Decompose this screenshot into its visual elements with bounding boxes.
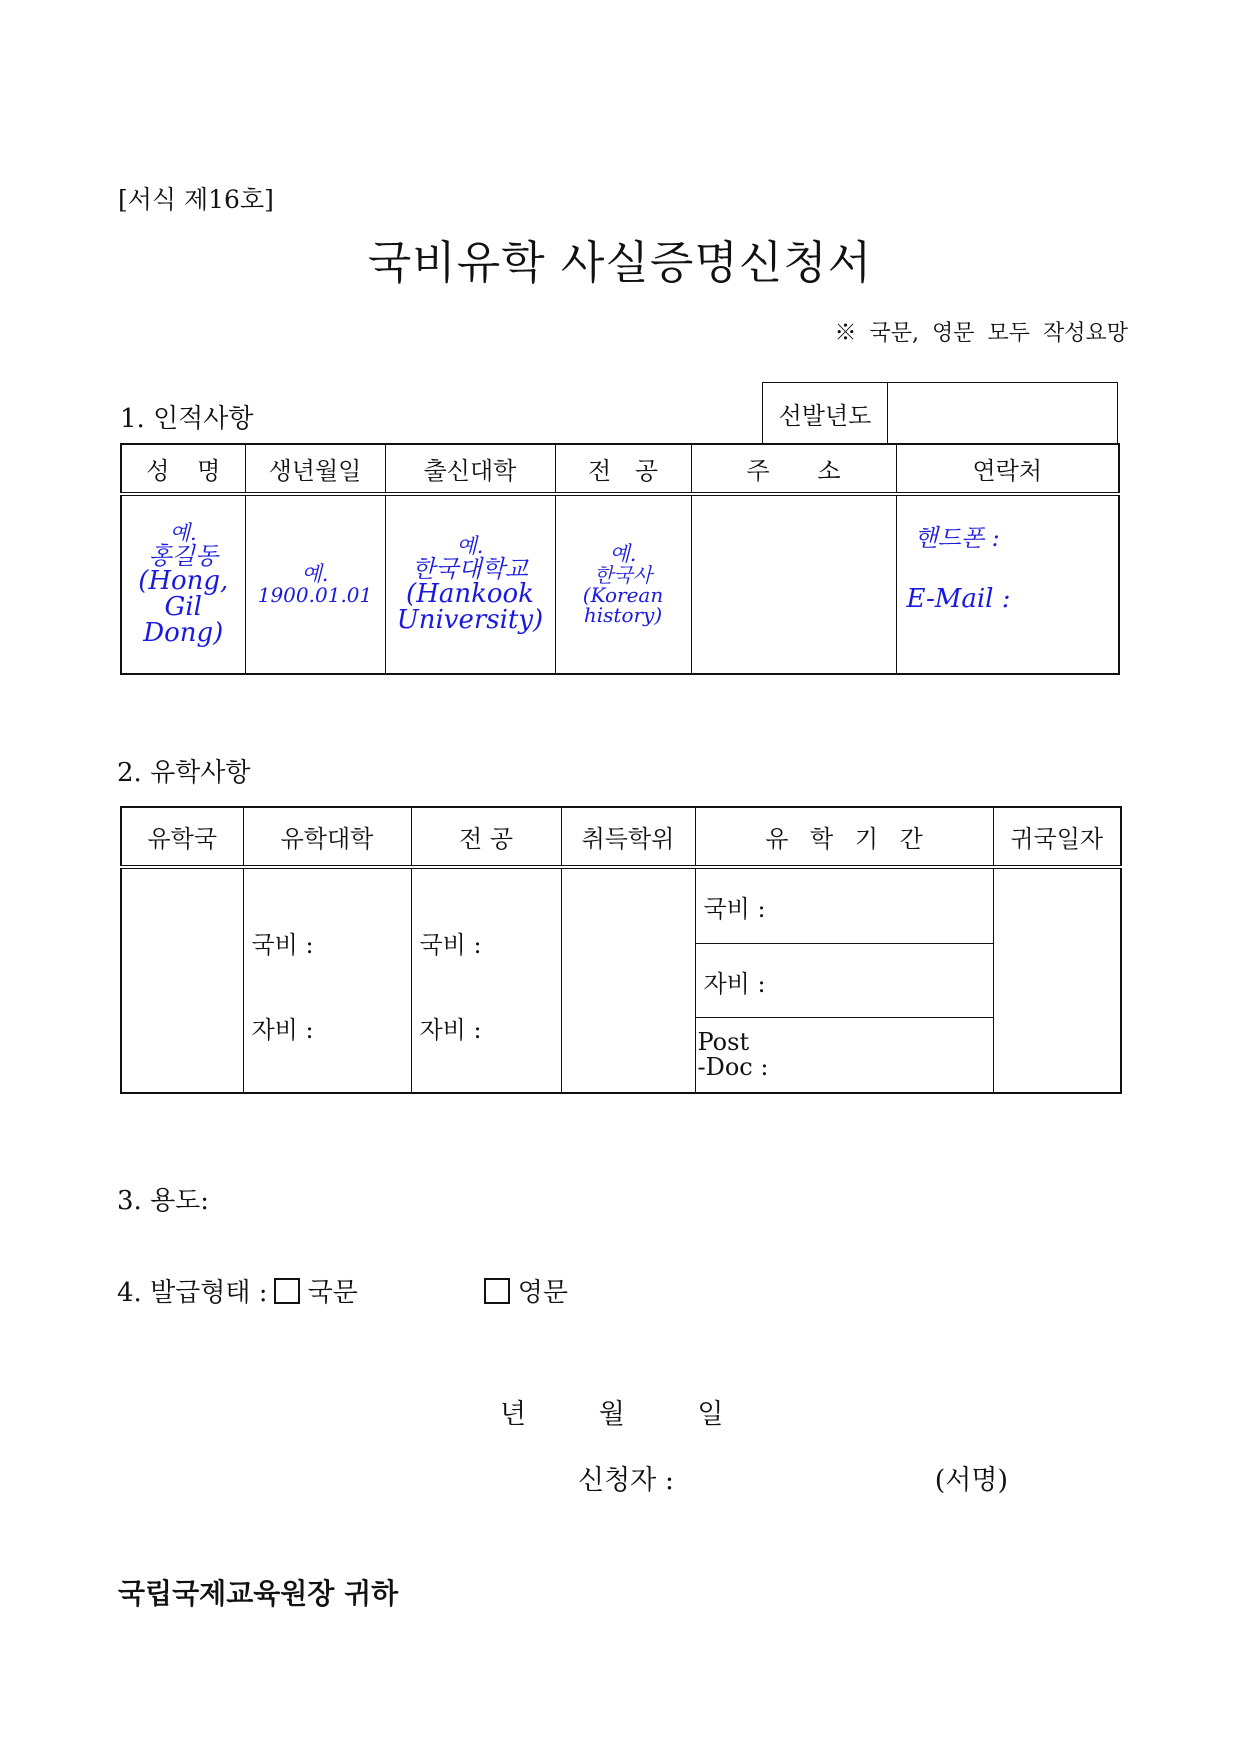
example-university-english-2: University) bbox=[396, 605, 544, 635]
example-university-cell[interactable] bbox=[385, 494, 555, 674]
instruction-note: ※ 국문, 영문 모두 작성요망 bbox=[834, 321, 1128, 346]
section-3-heading: 3. 용도: bbox=[117, 1186, 210, 1216]
self-funded-label: 자비 : bbox=[251, 1016, 314, 1044]
section-4-issuance bbox=[117, 1272, 568, 1309]
example-name-english-2: Gil bbox=[164, 592, 202, 622]
example-prefix: 예. bbox=[609, 542, 637, 566]
example-birthdate: 1900.01.01 bbox=[257, 583, 373, 607]
example-prefix: 예. bbox=[456, 534, 484, 558]
contact-email-label: E-Mail : bbox=[906, 584, 1011, 614]
header-major: 전 공 bbox=[555, 444, 691, 494]
degree-cell[interactable] bbox=[561, 867, 695, 1093]
postdoc-label-2: -Doc : bbox=[697, 1052, 769, 1081]
example-prefix: 예. bbox=[169, 521, 197, 545]
personal-info-table bbox=[120, 443, 1120, 675]
study-major-cell[interactable] bbox=[411, 867, 561, 1093]
gov-funded-label: 국비 : bbox=[251, 931, 314, 959]
country-cell[interactable] bbox=[121, 867, 243, 1093]
example-prefix: 예. bbox=[301, 562, 329, 586]
gov-funded-label: 국비 : bbox=[419, 931, 482, 959]
selection-year-field[interactable] bbox=[888, 383, 1117, 443]
section-2-heading: 2. 유학사항 bbox=[117, 758, 251, 788]
korean-checkbox[interactable] bbox=[274, 1278, 300, 1304]
header-degree: 취득학위 bbox=[561, 807, 695, 867]
header-study-period: 유 학 기 간 bbox=[695, 807, 993, 867]
example-name-english-3: Dong) bbox=[143, 618, 224, 648]
date-year-label: 년 bbox=[500, 1399, 527, 1430]
header-return-date: 귀국일자 bbox=[993, 807, 1121, 867]
date-line bbox=[500, 1392, 787, 1431]
header-study-university: 유학대학 bbox=[243, 807, 411, 867]
header-university: 출신대학 bbox=[385, 444, 555, 494]
header-birthdate: 생년월일 bbox=[245, 444, 385, 494]
header-contact: 연락처 bbox=[896, 444, 1119, 494]
selection-year-box bbox=[762, 382, 1118, 444]
signature-label: (서명) bbox=[934, 1465, 1008, 1496]
period-gov-label: 국비 : bbox=[703, 895, 766, 923]
english-checkbox[interactable] bbox=[484, 1278, 510, 1304]
self-funded-label: 자비 : bbox=[419, 1016, 482, 1044]
example-major-korean: 한국사 bbox=[594, 563, 652, 587]
applicant-label: 신청자 : bbox=[578, 1465, 674, 1496]
example-university-english-1: (Hankook bbox=[406, 579, 534, 609]
form-number: [서식 제16호] bbox=[118, 185, 274, 214]
section-4-heading: 4. 발급형태 : bbox=[117, 1278, 268, 1308]
period-self-cell[interactable] bbox=[695, 943, 993, 1017]
english-option-label: 영문 bbox=[517, 1278, 569, 1308]
header-country: 유학국 bbox=[121, 807, 243, 867]
header-study-major: 전 공 bbox=[411, 807, 561, 867]
section-1-heading: 1. 인적사항 bbox=[120, 404, 254, 434]
date-day-label: 일 bbox=[697, 1399, 724, 1430]
example-major-english-2: history) bbox=[583, 603, 663, 627]
page-title: 국비유학 사실증명신청서 bbox=[367, 236, 873, 289]
korean-option-label: 국문 bbox=[307, 1278, 358, 1308]
selection-year-label: 선발년도 bbox=[763, 383, 888, 443]
return-date-cell[interactable] bbox=[993, 867, 1121, 1093]
header-address: 주 소 bbox=[691, 444, 896, 494]
postdoc-label-1: Post bbox=[697, 1027, 750, 1056]
applicant-line bbox=[578, 1458, 1008, 1497]
example-major-cell[interactable] bbox=[555, 494, 691, 674]
example-name-english-1: (Hong, bbox=[138, 566, 229, 596]
contact-cell[interactable] bbox=[896, 494, 1119, 674]
period-self-label: 자비 : bbox=[703, 969, 766, 998]
example-university-korean: 한국대학교 bbox=[412, 555, 528, 583]
header-name: 성 명 bbox=[121, 444, 245, 494]
example-name-korean: 홍길동 bbox=[148, 542, 219, 570]
period-gov-cell[interactable] bbox=[695, 867, 993, 943]
address-cell[interactable] bbox=[691, 494, 896, 674]
example-major-english-1: (Korean bbox=[582, 583, 664, 607]
period-postdoc-cell[interactable] bbox=[695, 1017, 993, 1093]
example-name-cell[interactable] bbox=[121, 494, 245, 674]
contact-phone-label: 핸드폰 : bbox=[914, 524, 1000, 552]
study-abroad-table bbox=[120, 806, 1122, 1094]
addressee: 국립국제교육원장 귀하 bbox=[118, 1577, 399, 1610]
study-university-cell[interactable] bbox=[243, 867, 411, 1093]
example-birthdate-cell[interactable] bbox=[245, 494, 385, 674]
date-month-label: 월 bbox=[598, 1399, 625, 1430]
